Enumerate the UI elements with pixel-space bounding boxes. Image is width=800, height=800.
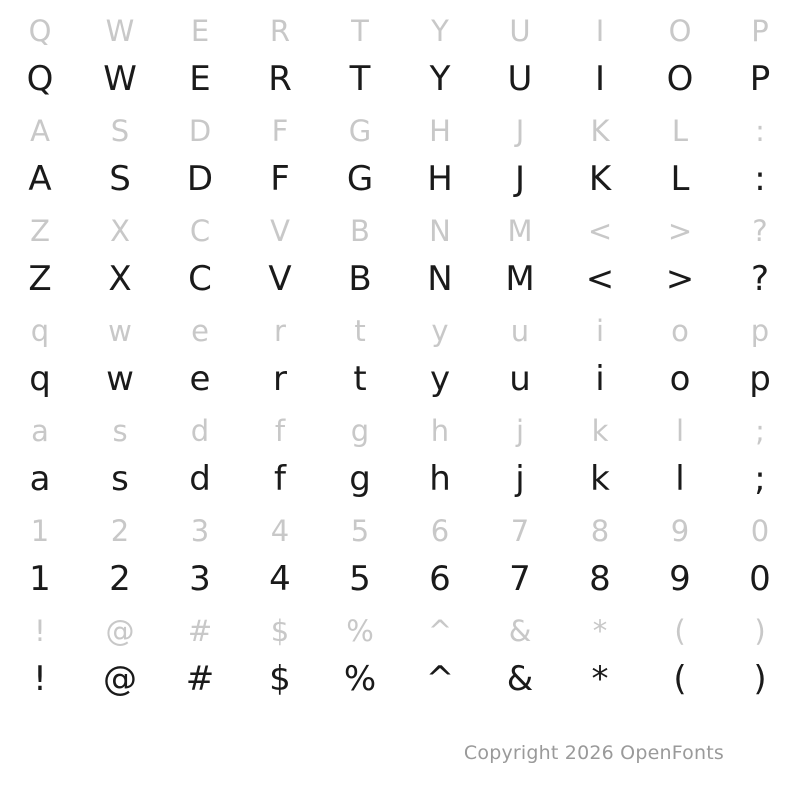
glyph-cell: C bbox=[189, 214, 211, 248]
glyph-cell: t bbox=[354, 314, 366, 348]
glyph-cell: M bbox=[505, 259, 535, 299]
glyph-cell: U bbox=[509, 14, 531, 48]
glyph-cell: r bbox=[274, 314, 286, 348]
glyph-cell: 0 bbox=[750, 514, 770, 548]
glyph-cell: ? bbox=[750, 259, 770, 299]
glyph-cell: @ bbox=[103, 659, 137, 699]
glyph-cell: F bbox=[270, 159, 290, 199]
glyph-cell: t bbox=[353, 359, 367, 399]
glyph-cell: e bbox=[189, 359, 211, 399]
glyph-row bbox=[0, 500, 800, 550]
glyph-cell: e bbox=[191, 314, 209, 348]
glyph-cell: G bbox=[348, 114, 372, 148]
glyph-cell: N bbox=[429, 214, 451, 248]
glyph-cell: 9 bbox=[670, 514, 690, 548]
glyph-cell: p bbox=[750, 314, 770, 348]
glyph-row bbox=[0, 200, 800, 250]
glyph-cell: B bbox=[348, 259, 372, 299]
glyph-cell: J bbox=[515, 114, 525, 148]
glyph-row bbox=[0, 400, 800, 450]
glyph-cell: % bbox=[343, 659, 377, 699]
glyph-cell: * bbox=[591, 659, 609, 699]
glyph-cell: E bbox=[189, 59, 211, 99]
glyph-cell: H bbox=[427, 159, 453, 199]
glyph-cell: 6 bbox=[430, 514, 450, 548]
glyph-cell: @ bbox=[105, 614, 135, 648]
glyph-cell: r bbox=[273, 359, 287, 399]
glyph-cell: V bbox=[268, 259, 292, 299]
glyph-cell: B bbox=[350, 214, 370, 248]
glyph-cell: j bbox=[515, 459, 525, 499]
glyph-cell: G bbox=[346, 159, 374, 199]
glyph-row bbox=[0, 100, 800, 150]
glyph-row bbox=[0, 300, 800, 350]
glyph-cell: k bbox=[590, 459, 610, 499]
glyph-cell: A bbox=[28, 159, 52, 199]
glyph-cell: D bbox=[188, 114, 212, 148]
glyph-cell: 0 bbox=[749, 559, 771, 599]
glyph-cell: : bbox=[755, 114, 765, 148]
glyph-cell: S bbox=[110, 114, 130, 148]
glyph-cell: l bbox=[675, 414, 685, 448]
glyph-cell: I bbox=[594, 59, 606, 99]
glyph-cell: 5 bbox=[349, 559, 371, 599]
glyph-cell: V bbox=[270, 214, 290, 248]
glyph-row bbox=[0, 550, 800, 600]
glyph-cell: ( bbox=[674, 614, 686, 648]
glyph-cell: Q bbox=[28, 14, 52, 48]
glyph-cell: w bbox=[108, 314, 132, 348]
glyph-cell: I bbox=[595, 14, 605, 48]
glyph-cell: X bbox=[110, 214, 130, 248]
glyph-cell: y bbox=[431, 314, 449, 348]
glyph-cell: $ bbox=[270, 614, 290, 648]
glyph-cell: o bbox=[671, 314, 689, 348]
glyph-cell: J bbox=[514, 159, 526, 199]
glyph-cell: o bbox=[669, 359, 691, 399]
glyph-cell: ; bbox=[754, 459, 766, 499]
glyph-row bbox=[0, 650, 800, 700]
glyph-cell: 1 bbox=[30, 514, 50, 548]
glyph-row bbox=[0, 50, 800, 100]
glyph-cell: O bbox=[668, 14, 692, 48]
glyph-cell: f bbox=[274, 459, 286, 499]
glyph-cell: 3 bbox=[189, 559, 211, 599]
glyph-cell: ^ bbox=[427, 614, 453, 648]
glyph-cell: 2 bbox=[110, 514, 130, 548]
glyph-cell: Y bbox=[431, 14, 449, 48]
glyph-cell: g bbox=[350, 414, 370, 448]
glyph-cell: < bbox=[585, 259, 615, 299]
glyph-cell: # bbox=[187, 614, 213, 648]
glyph-cell: Y bbox=[429, 59, 451, 99]
glyph-cell: ^ bbox=[425, 659, 455, 699]
glyph-cell: : bbox=[754, 159, 766, 199]
glyph-cell: R bbox=[269, 14, 291, 48]
glyph-cell: q bbox=[29, 359, 51, 399]
glyph-cell: u bbox=[510, 314, 530, 348]
glyph-cell: N bbox=[427, 259, 453, 299]
glyph-cell: 4 bbox=[270, 514, 290, 548]
glyph-row bbox=[0, 150, 800, 200]
glyph-cell: U bbox=[507, 59, 533, 99]
glyph-cell: > bbox=[667, 214, 693, 248]
glyph-cell: L bbox=[671, 114, 689, 148]
glyph-cell: 8 bbox=[589, 559, 611, 599]
glyph-cell: p bbox=[749, 359, 771, 399]
glyph-cell: Z bbox=[28, 259, 52, 299]
glyph-cell: # bbox=[185, 659, 215, 699]
glyph-cell: q bbox=[30, 314, 50, 348]
glyph-cell: a bbox=[31, 414, 49, 448]
glyph-cell: & bbox=[508, 614, 532, 648]
glyph-cell: P bbox=[749, 59, 771, 99]
glyph-cell: H bbox=[429, 114, 451, 148]
glyph-row bbox=[0, 0, 800, 50]
glyph-cell: 1 bbox=[29, 559, 51, 599]
glyph-cell: Z bbox=[30, 214, 50, 248]
glyph-row bbox=[0, 600, 800, 650]
glyph-cell: & bbox=[506, 659, 534, 699]
glyph-cell: d bbox=[190, 414, 210, 448]
glyph-cell: ) bbox=[753, 659, 767, 699]
glyph-row bbox=[0, 350, 800, 400]
glyph-row bbox=[0, 450, 800, 500]
glyph-cell: W bbox=[103, 59, 137, 99]
glyph-cell: ! bbox=[34, 614, 46, 648]
glyph-cell: P bbox=[751, 14, 769, 48]
glyph-cell: s bbox=[112, 414, 128, 448]
glyph-cell: Q bbox=[26, 59, 54, 99]
glyph-cell: i bbox=[595, 359, 605, 399]
glyph-cell: L bbox=[670, 159, 690, 199]
glyph-cell: y bbox=[429, 359, 451, 399]
glyph-cell: 3 bbox=[190, 514, 210, 548]
glyph-cell: d bbox=[189, 459, 211, 499]
glyph-cell: R bbox=[268, 59, 292, 99]
glyph-cell: w bbox=[106, 359, 134, 399]
glyph-cell: F bbox=[271, 114, 289, 148]
glyph-cell: T bbox=[351, 14, 369, 48]
glyph-cell: 4 bbox=[269, 559, 291, 599]
glyph-cell: i bbox=[595, 314, 605, 348]
glyph-row bbox=[0, 250, 800, 300]
glyph-cell: M bbox=[507, 214, 533, 248]
copyright-notice: Copyright 2026 OpenFonts bbox=[463, 742, 724, 764]
glyph-cell: ) bbox=[754, 614, 766, 648]
glyph-cell: g bbox=[349, 459, 371, 499]
glyph-cell: X bbox=[108, 259, 132, 299]
glyph-cell: h bbox=[430, 414, 450, 448]
glyph-cell: > bbox=[665, 259, 695, 299]
glyph-cell: % bbox=[346, 614, 374, 648]
glyph-cell: 8 bbox=[590, 514, 610, 548]
glyph-cell: l bbox=[675, 459, 685, 499]
glyph-cell: $ bbox=[269, 659, 291, 699]
glyph-cell: C bbox=[188, 259, 212, 299]
glyph-cell: E bbox=[190, 14, 210, 48]
glyph-cell: 6 bbox=[429, 559, 451, 599]
glyph-cell: D bbox=[186, 159, 214, 199]
glyph-cell: ? bbox=[752, 214, 768, 248]
glyph-cell: s bbox=[111, 459, 129, 499]
glyph-cell: T bbox=[349, 59, 371, 99]
glyph-cell: O bbox=[666, 59, 694, 99]
glyph-cell: A bbox=[30, 114, 50, 148]
glyph-cell: ; bbox=[755, 414, 765, 448]
glyph-cell: 9 bbox=[669, 559, 691, 599]
glyph-cell: 7 bbox=[510, 514, 530, 548]
glyph-cell: j bbox=[515, 414, 525, 448]
glyph-cell: u bbox=[509, 359, 531, 399]
glyph-cell: f bbox=[274, 414, 286, 448]
glyph-cell: K bbox=[590, 114, 610, 148]
glyph-cell: k bbox=[591, 414, 609, 448]
glyph-cell: K bbox=[588, 159, 612, 199]
glyph-cell: W bbox=[105, 14, 135, 48]
glyph-cell: h bbox=[429, 459, 451, 499]
glyph-cell: 7 bbox=[509, 559, 531, 599]
glyph-cell: * bbox=[592, 614, 608, 648]
glyph-cell: 2 bbox=[109, 559, 131, 599]
glyph-cell: a bbox=[29, 459, 51, 499]
glyph-cell: ( bbox=[673, 659, 687, 699]
glyph-cell: 5 bbox=[350, 514, 370, 548]
glyph-cell: < bbox=[587, 214, 613, 248]
glyph-cell: S bbox=[109, 159, 131, 199]
glyph-cell: ! bbox=[33, 659, 47, 699]
